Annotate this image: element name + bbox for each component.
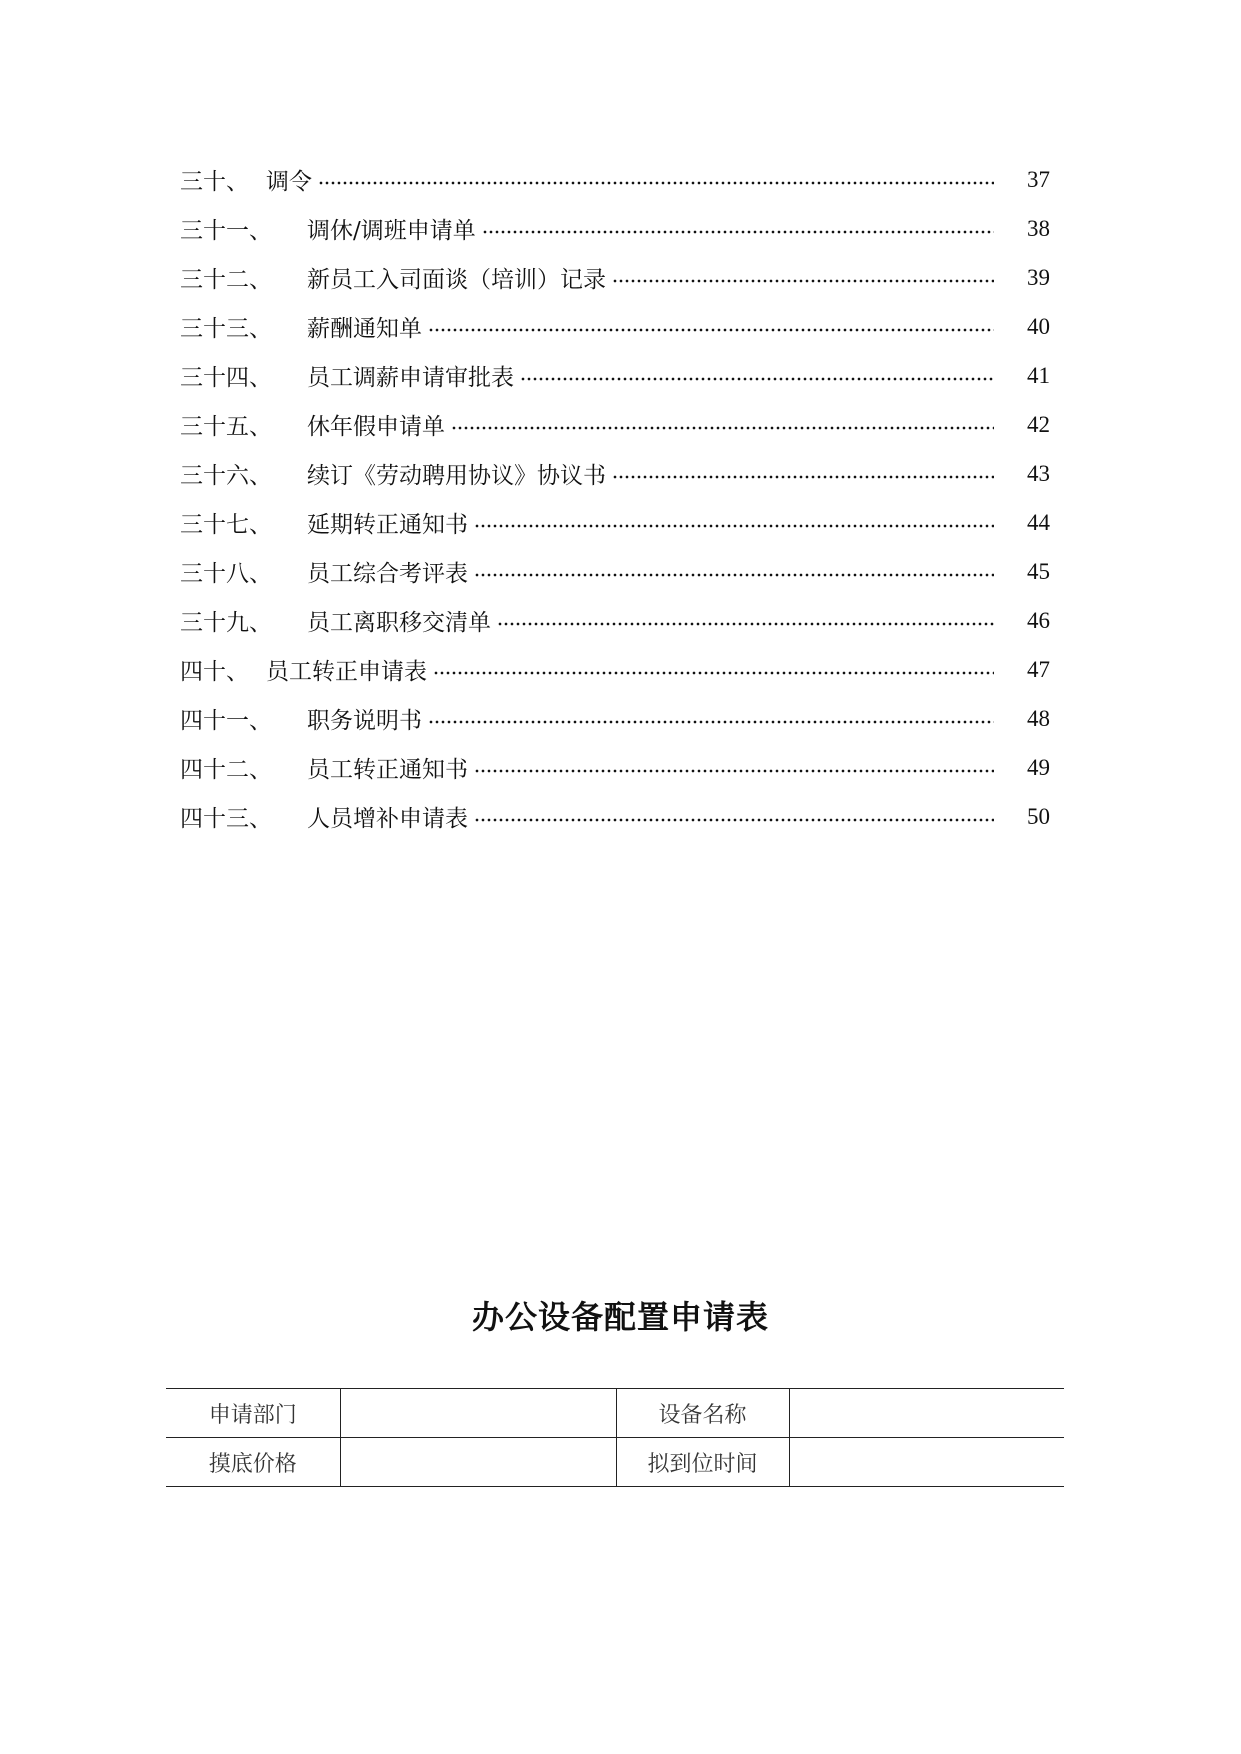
toc-entry-number: 三十九、 (180, 610, 272, 636)
toc-entry-number: 三十二、 (180, 267, 272, 293)
dot-leader (474, 818, 994, 822)
toc-entry[interactable] (180, 253, 1050, 302)
dot-leader (612, 475, 994, 479)
toc-entry-number: 三十、 (180, 169, 249, 195)
dot-leader (482, 230, 994, 234)
toc-entry[interactable] (180, 792, 1050, 841)
toc-entry-number: 四十、 (180, 659, 249, 685)
toc-entry-page: 45 (1027, 558, 1050, 584)
toc-entry[interactable] (180, 155, 1050, 204)
toc-entry-number: 三十七、 (180, 512, 272, 538)
table-row (166, 1438, 1064, 1487)
dot-leader (474, 524, 994, 528)
toc-entry-number: 四十一、 (180, 708, 272, 734)
dot-leader (474, 769, 994, 773)
dot-leader (497, 622, 994, 626)
toc-entry-page: 47 (1027, 656, 1050, 682)
toc-entry-number: 三十五、 (180, 414, 272, 440)
dot-leader (428, 720, 994, 724)
table-row (166, 1389, 1064, 1438)
toc-entry-number: 三十八、 (180, 561, 272, 587)
field-label-equipment-name: 设备名称 (616, 1389, 789, 1438)
toc-entry-title: 调令 (266, 169, 312, 195)
field-label-price: 摸底价格 (166, 1438, 340, 1487)
field-label-arrival-time: 拟到位时间 (616, 1438, 789, 1487)
toc-entry-title: 新员工入司面谈（培训）记录 (307, 267, 606, 293)
toc-entry[interactable] (180, 498, 1050, 547)
field-value-arrival-time[interactable] (789, 1438, 1064, 1487)
toc-entry[interactable] (180, 694, 1050, 743)
toc-entry-page: 39 (1027, 264, 1050, 290)
dot-leader (451, 426, 994, 430)
toc-entry-page: 49 (1027, 754, 1050, 780)
toc-entry[interactable] (180, 400, 1050, 449)
form-title: 办公设备配置申请表 (471, 1298, 769, 1336)
toc-entry-title: 延期转正通知书 (307, 512, 468, 538)
field-value-price[interactable] (340, 1438, 616, 1487)
toc-entry-title: 职务说明书 (307, 708, 422, 734)
toc-entry-number: 三十一、 (180, 218, 272, 244)
toc-entry-number: 三十四、 (180, 365, 272, 391)
toc-entry-page: 38 (1027, 215, 1050, 241)
toc-entry-title: 调休/调班申请单 (307, 218, 476, 244)
toc-entry-title: 续订《劳动聘用协议》协议书 (307, 463, 606, 489)
toc-entry-title: 员工调薪申请审批表 (307, 365, 514, 391)
toc-entry-page: 48 (1027, 705, 1050, 731)
toc-entry-page: 44 (1027, 509, 1050, 535)
dot-leader (474, 573, 994, 577)
table-of-contents (180, 155, 1050, 841)
toc-entry-number: 四十二、 (180, 757, 272, 783)
toc-entry[interactable] (180, 351, 1050, 400)
toc-entry-title: 员工转正申请表 (266, 659, 427, 685)
field-value-department[interactable] (340, 1389, 616, 1438)
toc-entry-number: 三十三、 (180, 316, 272, 342)
toc-entry-page: 50 (1027, 803, 1050, 829)
toc-entry-page: 41 (1027, 362, 1050, 388)
toc-entry[interactable] (180, 596, 1050, 645)
field-value-equipment-name[interactable] (789, 1389, 1064, 1438)
toc-entry-page: 43 (1027, 460, 1050, 486)
toc-entry-page: 46 (1027, 607, 1050, 633)
dot-leader (520, 377, 994, 381)
toc-entry[interactable] (180, 547, 1050, 596)
toc-entry[interactable] (180, 204, 1050, 253)
toc-entry-title: 员工转正通知书 (307, 757, 468, 783)
dot-leader (428, 328, 994, 332)
field-label-department: 申请部门 (166, 1389, 340, 1438)
toc-entry-page: 37 (1027, 166, 1050, 192)
toc-entry-number: 四十三、 (180, 806, 272, 832)
toc-entry-title: 薪酬通知单 (307, 316, 422, 342)
toc-entry[interactable] (180, 743, 1050, 792)
application-form-table (166, 1388, 1064, 1487)
toc-entry[interactable] (180, 449, 1050, 498)
toc-entry-number: 三十六、 (180, 463, 272, 489)
toc-entry[interactable] (180, 302, 1050, 351)
dot-leader (318, 181, 994, 185)
toc-entry-title: 员工综合考评表 (307, 561, 468, 587)
toc-entry[interactable] (180, 645, 1050, 694)
toc-entry-page: 42 (1027, 411, 1050, 437)
dot-leader (612, 279, 994, 283)
toc-entry-page: 40 (1027, 313, 1050, 339)
dot-leader (433, 671, 994, 675)
toc-entry-title: 员工离职移交清单 (307, 610, 491, 636)
toc-entry-title: 人员增补申请表 (307, 806, 468, 832)
toc-entry-title: 休年假申请单 (307, 414, 445, 440)
